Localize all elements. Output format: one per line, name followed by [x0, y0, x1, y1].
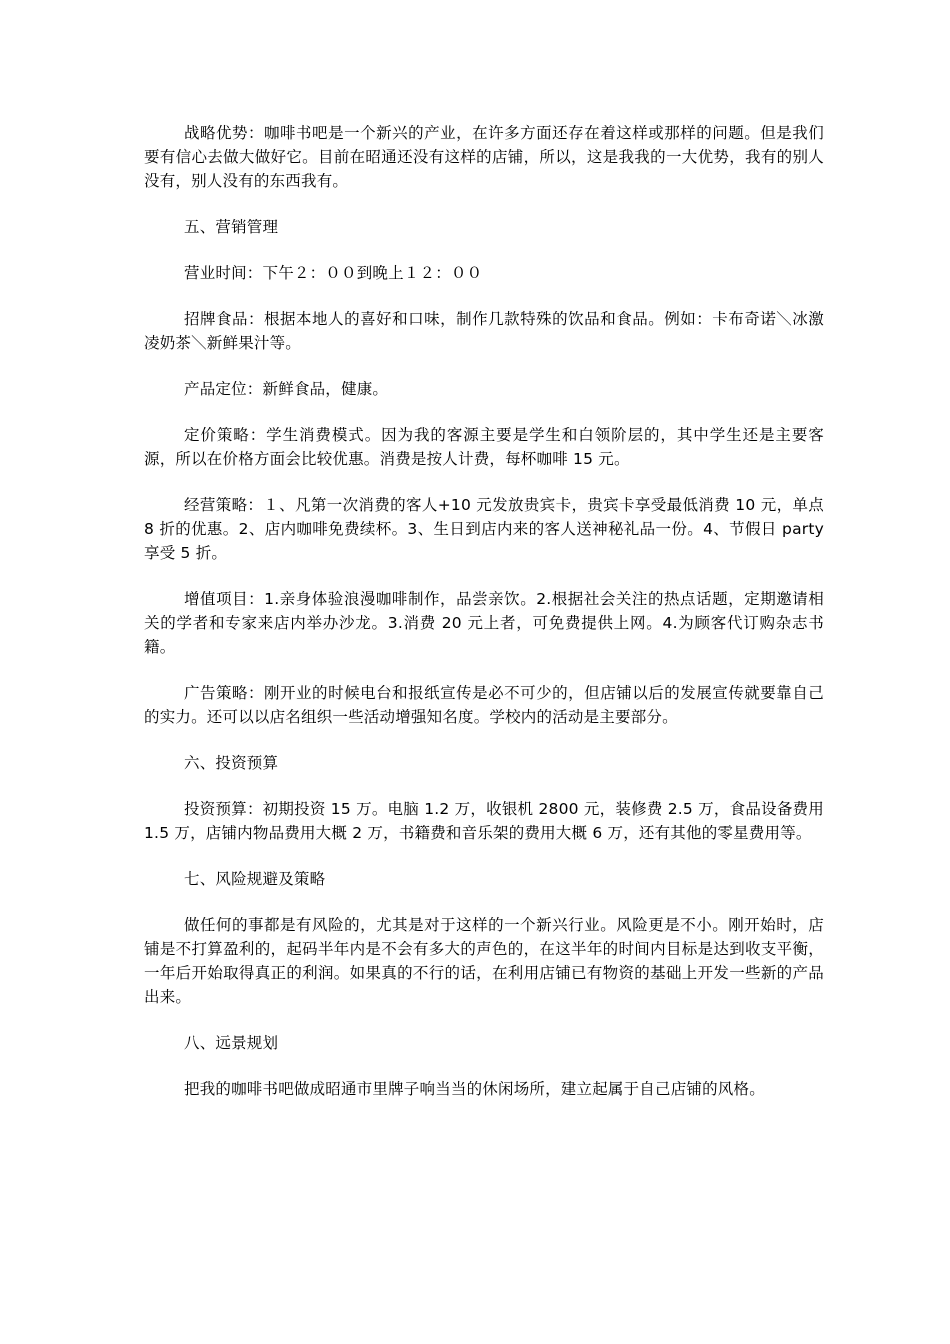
paragraph-risk: 做任何的事都是有风险的，尤其是对于这样的一个新兴行业。风险更是不小。刚开始时，店铺是不打算盈利的，起码半年内是不会有多大的声色的，在这半年的时间内目标是达到收支平衡，一年后开始取得真正的利润。如果真的不行的话，在利用店铺已有物资的基础上开发一些新的产品出来。 [144, 916, 824, 1006]
paragraph-strategy-advantage: 战略优势：咖啡书吧是一个新兴的产业，在许多方面还存在着这样或那样的问题。但是我们要有信心去做大做好它。目前在昭通还没有这样的店铺，所以，这是我我的一大优势，我有的别人没有，别人没有的东西我有。 [144, 124, 824, 190]
paragraph-business-hours: 营业时间：下午２：００到晚上１２：００ [184, 264, 483, 282]
paragraph-value-added: 增值项目：1.亲身体验浪漫咖啡制作，品尝亲饮。2.根据社会关注的热点话题，定期邀请相关的学者和专家来店内举办沙龙。3.消费 20 元上者，可免费提供上网。4.为顾客代订购杂志书籍。 [144, 590, 824, 656]
heading-marketing-management: 五、营销管理 [184, 218, 279, 236]
paragraph-product-positioning: 产品定位：新鲜食品，健康。 [184, 380, 389, 398]
heading-vision-plan: 八、远景规划 [184, 1034, 279, 1052]
heading-investment-budget: 六、投资预算 [184, 754, 279, 772]
paragraph-operating-strategy: 经营策略：１、凡第一次消费的客人+10 元发放贵宾卡，贵宾卡享受最低消费 10 元，单点 8 折的优惠。2、店内咖啡免费续杯。3、生日到店内来的客人送神秘礼品一份。4、节假日 party 享受 5 折。 [144, 496, 830, 562]
heading-risk-avoidance: 七、风险规避及策略 [184, 870, 326, 888]
paragraph-advertising-strategy: 广告策略：刚开业的时候电台和报纸宣传是必不可少的，但店铺以后的发展宣传就要靠自己的实力。还可以以店名组织一些活动增强知名度。学校内的活动是主要部分。 [144, 684, 824, 726]
paragraph-signature-food: 招牌食品：根据本地人的喜好和口味，制作几款特殊的饮品和食品。例如：卡布奇诺＼冰激凌奶茶＼新鲜果汁等。 [144, 310, 824, 352]
paragraph-investment-budget: 投资预算：初期投资 15 万。电脑 1.2 万，收银机 2800 元，装修费 2.5 万，食品设备费用 1.5 万，店铺内物品费用大概 2 万，书籍费和音乐架的费用大概 6 万，还有其他的零星费用等。 [144, 800, 830, 842]
paragraph-pricing-strategy: 定价策略：学生消费模式。因为我的客源主要是学生和白领阶层的，其中学生还是主要客源，所以在价格方面会比较优惠。消费是按人计费，每杯咖啡 15 元。 [144, 426, 824, 468]
document-body [144, 121, 830, 1101]
paragraph-vision: 把我的咖啡书吧做成昭通市里牌子响当当的休闲场所，建立起属于自己店铺的风格。 [184, 1080, 765, 1098]
